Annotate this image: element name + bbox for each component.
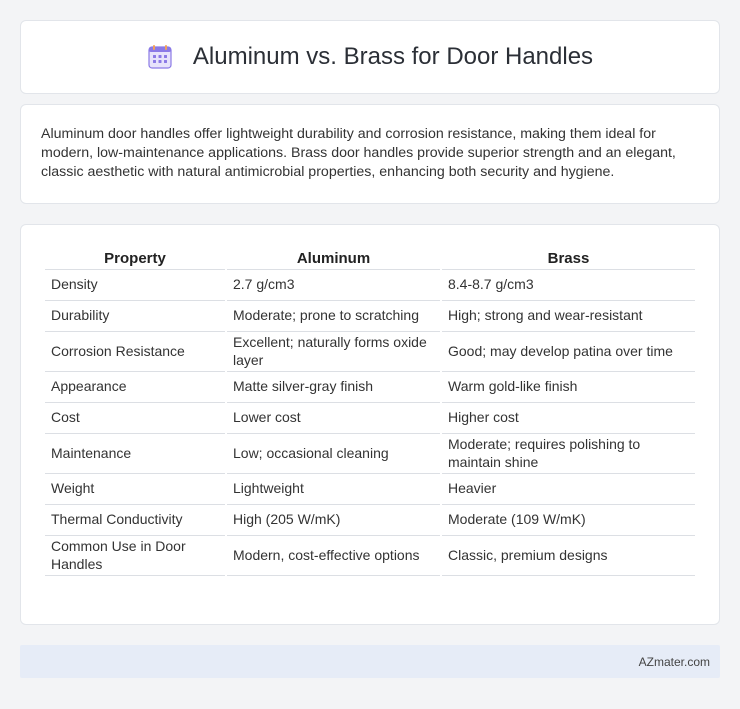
cell-aluminum: 2.7 g/cm3 bbox=[227, 270, 440, 301]
cell-property: Cost bbox=[45, 403, 225, 434]
cell-brass: Moderate (109 W/mK) bbox=[442, 505, 695, 536]
cell-brass: Heavier bbox=[442, 474, 695, 505]
title-card bbox=[20, 20, 720, 94]
cell-brass: Classic, premium designs bbox=[442, 536, 695, 576]
intro-card bbox=[20, 104, 720, 204]
table-row bbox=[45, 403, 695, 434]
cell-brass: 8.4-8.7 g/cm3 bbox=[442, 270, 695, 301]
cell-aluminum: Matte silver-gray finish bbox=[227, 372, 440, 403]
cell-brass: Higher cost bbox=[442, 403, 695, 434]
table-card bbox=[20, 224, 720, 625]
cell-aluminum: Excellent; naturally forms oxide layer bbox=[227, 332, 440, 372]
cell-aluminum: Modern, cost-effective options bbox=[227, 536, 440, 576]
cell-aluminum: Low; occasional cleaning bbox=[227, 434, 440, 474]
header-aluminum: Aluminum bbox=[227, 247, 440, 270]
footer bbox=[20, 645, 720, 678]
cell-property: Thermal Conductivity bbox=[45, 505, 225, 536]
cell-brass: Moderate; requires polishing to maintain shine bbox=[442, 434, 695, 474]
page-title: Aluminum vs. Brass for Door Handles bbox=[192, 43, 594, 70]
cell-brass: High; strong and wear-resistant bbox=[442, 301, 695, 332]
title-wrap bbox=[147, 43, 593, 71]
intro-text: Aluminum door handles offer lightweight durability and corrosion resistance, making them ideal for modern, low-maintenance applications. Brass door handles provide superior strength and an elegant, classic aesthetic with natural antimicrobial properties, enhancing both security and hygiene. bbox=[41, 126, 676, 180]
cell-aluminum: Lightweight bbox=[227, 474, 440, 505]
table-row bbox=[45, 474, 695, 505]
table-row bbox=[45, 434, 695, 474]
cell-property: Durability bbox=[45, 301, 225, 332]
table-row bbox=[45, 270, 695, 301]
cell-property: Weight bbox=[45, 474, 225, 505]
cell-aluminum: Moderate; prone to scratching bbox=[227, 301, 440, 332]
header-brass: Brass bbox=[442, 247, 695, 270]
cell-aluminum: Lower cost bbox=[227, 403, 440, 434]
cell-property: Corrosion Resistance bbox=[45, 332, 225, 372]
cell-aluminum: High (205 W/mK) bbox=[227, 505, 440, 536]
table-header-row bbox=[45, 247, 695, 270]
header-property: Property bbox=[45, 247, 225, 270]
table-row bbox=[45, 301, 695, 332]
table-row bbox=[45, 332, 695, 372]
cell-property: Density bbox=[45, 270, 225, 301]
footer-source: AZmater.com bbox=[638, 654, 710, 669]
cell-brass: Warm gold-like finish bbox=[442, 372, 695, 403]
calendar-grid-icon bbox=[147, 44, 173, 70]
cell-property: Maintenance bbox=[45, 434, 225, 474]
cell-brass: Good; may develop patina over time bbox=[442, 332, 695, 372]
table-row bbox=[45, 505, 695, 536]
cell-property: Common Use in Door Handles bbox=[45, 536, 225, 576]
table-row bbox=[45, 372, 695, 403]
comparison-table bbox=[43, 247, 697, 576]
cell-property: Appearance bbox=[45, 372, 225, 403]
table-row bbox=[45, 536, 695, 576]
